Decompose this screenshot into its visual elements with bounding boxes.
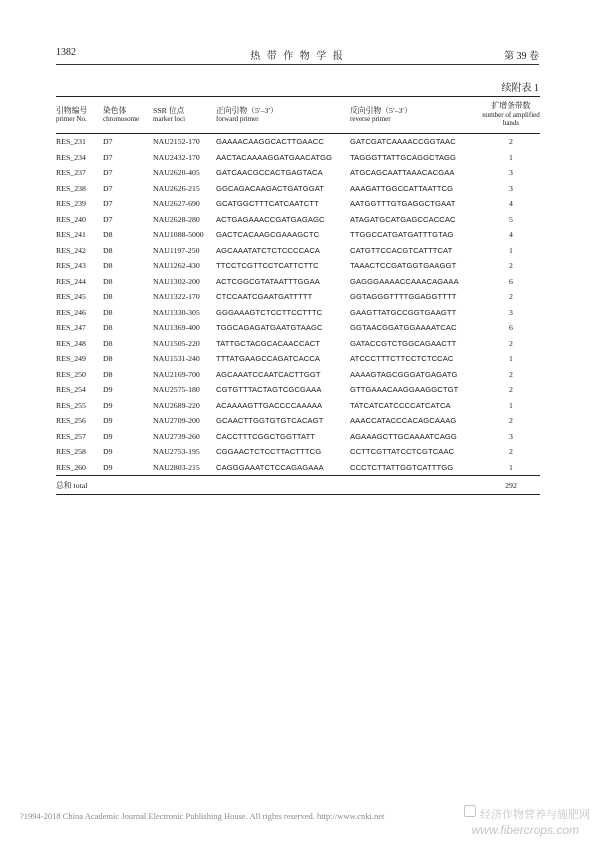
table-row: [56, 196, 540, 212]
reverse-primer-cell: CATGTTCCACGTCATTTCAT: [350, 245, 453, 255]
marker-locus-cell: NAU1505-220: [153, 338, 200, 348]
band-count-cell: 2: [509, 137, 513, 147]
marker-locus-cell: NAU2803-215: [153, 462, 200, 472]
marker-locus-cell: NAU2689-220: [153, 400, 200, 410]
reverse-primer-cell: CCCTCTTATTGGTCATTTGG: [350, 462, 454, 472]
primer-id-cell: RES_247: [56, 323, 86, 333]
chromosome-cell: D8: [103, 276, 113, 286]
band-count-cell: 4: [509, 199, 513, 209]
forward-primer-cell: CTCCAATCGAATGATTTTT: [216, 292, 313, 302]
primer-id-cell: RES_246: [56, 307, 86, 317]
chromosome-cell: D8: [103, 245, 113, 255]
forward-primer-cell: TTTATGAAGCCAGATCACCA: [216, 354, 321, 364]
col-header-forward-primer: [216, 97, 350, 134]
chromosome-cell: D8: [103, 230, 113, 240]
marker-locus-cell: NAU1262-430: [153, 261, 200, 271]
reverse-primer-cell: CCTTCGTTATCCTCGTCAAC: [350, 447, 455, 457]
reverse-primer-cell: GAAGTTATGCCGGTGAAGTT: [350, 307, 457, 317]
table-row: [56, 274, 540, 290]
table-body: [56, 134, 540, 476]
col-header-en: chromosome: [103, 115, 140, 124]
journal-title: 热 带 作 物 学 报: [250, 51, 345, 62]
marker-locus-cell: NAU2739-260: [153, 431, 200, 441]
marker-locus-cell: NAU1197-250: [153, 245, 200, 255]
table-row: [56, 243, 540, 259]
forward-primer-cell: GAAAACAAGGCACTTGAACC: [216, 137, 324, 147]
chromosome-cell: D9: [103, 416, 113, 426]
marker-locus-cell: NAU2626-215: [153, 183, 200, 193]
forward-primer-cell: AGCAAATCCAATCACTTGGT: [216, 369, 321, 379]
band-count-cell: 2: [509, 292, 513, 302]
band-count-cell: 3: [509, 307, 513, 317]
band-count-cell: 3: [509, 431, 513, 441]
chromosome-cell: D7: [103, 199, 113, 209]
chromosome-cell: D7: [103, 183, 113, 193]
table-row: [56, 444, 540, 460]
marker-locus-cell: NAU1088-5000: [153, 230, 204, 240]
primer-id-cell: RES_250: [56, 369, 86, 379]
forward-primer-cell: GATCAACGCCACTGAGTACA: [216, 168, 323, 178]
chromosome-cell: D8: [103, 307, 113, 317]
total-label: 总和 total: [56, 476, 482, 495]
primer-id-cell: RES_260: [56, 462, 86, 472]
reverse-primer-cell: GATCGATCAAAACCGGTAAC: [350, 137, 456, 147]
watermark-site-name: 经济作物营养与施肥网: [480, 809, 590, 821]
band-count-cell: 2: [509, 416, 513, 426]
primer-id-cell: RES_241: [56, 230, 86, 240]
primer-id-cell: RES_257: [56, 431, 86, 441]
table-row: [56, 165, 540, 181]
page-number: 1382: [56, 47, 76, 58]
reverse-primer-cell: ATCCCTTTCTTCCTCTCCAC: [350, 354, 454, 364]
band-count-cell: 5: [509, 214, 513, 224]
table-header: [56, 97, 540, 134]
running-header: [56, 44, 539, 60]
marker-locus-cell: NAU2627-690: [153, 199, 200, 209]
primer-id-cell: RES_255: [56, 400, 86, 410]
col-header-cn: 引物编号: [56, 105, 88, 115]
forward-primer-cell: TATTGCTACGCACAACCACT: [216, 338, 321, 348]
table-row: [56, 351, 540, 367]
marker-locus-cell: NAU1302-200: [153, 276, 200, 286]
forward-primer-cell: TGGCAGAGATGAATGTAAGC: [216, 323, 323, 333]
marker-locus-cell: NAU2753-195: [153, 447, 200, 457]
forward-primer-cell: AGCAAATATCTCTCCCCACA: [216, 245, 321, 255]
reverse-primer-cell: GGTAGGGTTTTGGAGGTTTT: [350, 292, 457, 302]
forward-primer-cell: GCAACTTGGTGTGTCACAGT: [216, 416, 324, 426]
marker-locus-cell: NAU1369-400: [153, 323, 200, 333]
table-row: [56, 258, 540, 274]
band-count-cell: 2: [509, 385, 513, 395]
band-count-cell: 3: [509, 168, 513, 178]
marker-locus-cell: NAU1330-305: [153, 307, 200, 317]
marker-locus-cell: NAU1322-170: [153, 292, 200, 302]
col-header-cn: 扩增条带数: [491, 101, 531, 111]
table-row: [56, 336, 540, 352]
table-row: [56, 382, 540, 398]
chromosome-cell: D9: [103, 447, 113, 457]
forward-primer-cell: GACTCACAAGCGAAAGCTC: [216, 230, 320, 240]
table-row: [56, 429, 540, 445]
primer-id-cell: RES_231: [56, 137, 86, 147]
col-header-bands: [482, 97, 540, 134]
chromosome-cell: D9: [103, 400, 113, 410]
primer-id-cell: RES_234: [56, 152, 86, 162]
chromosome-cell: D7: [103, 168, 113, 178]
reverse-primer-cell: GATACCGTCTGGCAGAACTT: [350, 338, 457, 348]
band-count-cell: 1: [509, 400, 513, 410]
chromosome-cell: D9: [103, 431, 113, 441]
chromosome-cell: D8: [103, 369, 113, 379]
band-count-cell: 2: [509, 261, 513, 271]
col-header-chromosome: [103, 97, 153, 134]
reverse-primer-cell: AAAAGTAGCGGGATGAGATG: [350, 369, 458, 379]
forward-primer-cell: GGGAAAGTCTCCTTCCTTTC: [216, 307, 323, 317]
forward-primer-cell: CACCTTTCGGCTGGTTATT: [216, 431, 316, 441]
chromosome-cell: D7: [103, 152, 113, 162]
reverse-primer-cell: AATGGTTTGTGAGGCTGAAT: [350, 199, 456, 209]
forward-primer-cell: ACTCGGCGTATAATTTGGAA: [216, 276, 320, 286]
primer-id-cell: RES_248: [56, 338, 86, 348]
reverse-primer-cell: GAGGGAAAACCAAACAGAAA: [350, 276, 459, 286]
forward-primer-cell: CAGGGAAATCTCCAGAGAAA: [216, 462, 324, 472]
marker-locus-cell: NAU1531-240: [153, 354, 200, 364]
col-header-marker-loci: [153, 97, 216, 134]
col-header-cn: 反向引物（5′–3′）: [350, 105, 412, 115]
chromosome-cell: D8: [103, 323, 113, 333]
col-header-cn: 染色体: [103, 105, 127, 115]
marker-locus-cell: NAU2709-200: [153, 416, 200, 426]
primer-id-cell: RES_256: [56, 416, 86, 426]
col-header-primer: [56, 97, 103, 134]
reverse-primer-cell: ATGCAGCAATTAAACACGAA: [350, 168, 455, 178]
watermark-url: www.fibercrops.com: [471, 823, 579, 837]
reverse-primer-cell: TATCATCATCCCCATCATCA: [350, 400, 451, 410]
table-row: [56, 150, 540, 166]
primer-id-cell: RES_249: [56, 354, 86, 364]
chromosome-cell: D8: [103, 261, 113, 271]
chromosome-cell: D8: [103, 354, 113, 364]
reverse-primer-cell: AAAGATTGGCCATTAATTCG: [350, 183, 454, 193]
marker-locus-cell: NAU2169-700: [153, 369, 200, 379]
forward-primer-cell: ACAAAAGTTGACCCCAAAAA: [216, 400, 323, 410]
table-row: [56, 181, 540, 197]
table-row: [56, 305, 540, 321]
band-count-cell: 2: [509, 338, 513, 348]
table-row: [56, 320, 540, 336]
primer-id-cell: RES_239: [56, 199, 86, 209]
band-count-cell: 1: [509, 152, 513, 162]
table-row: [56, 367, 540, 383]
table-footer: [56, 476, 540, 495]
band-count-cell: 3: [509, 183, 513, 193]
watermark-logo-icon: [464, 805, 476, 817]
table-continued-label: 续附表 1: [501, 83, 539, 94]
primer-id-cell: RES_240: [56, 214, 86, 224]
header-rule: [56, 64, 539, 65]
band-count-cell: 1: [509, 245, 513, 255]
copyright-footer: ?1994-2018 China Academic Journal Electronic Publishing House. All rights reserved. http://www.cnki.net: [20, 811, 385, 821]
col-header-reverse-primer: [350, 97, 482, 134]
marker-locus-cell: NAU2432-170: [153, 152, 200, 162]
band-count-cell: 1: [509, 354, 513, 364]
forward-primer-cell: TTCCTCGTTCCTCATTCTTC: [216, 261, 319, 271]
marker-locus-cell: NAU2628-280: [153, 214, 200, 224]
reverse-primer-cell: AAACCATACCCACAGCAAAG: [350, 416, 457, 426]
forward-primer-cell: CGTGTTTACTAGTCGCGAAA: [216, 385, 322, 395]
table-row: [56, 460, 540, 476]
chromosome-cell: D9: [103, 385, 113, 395]
col-header-cn: SSR 位点: [153, 105, 185, 115]
band-count-cell: 2: [509, 369, 513, 379]
chromosome-cell: D7: [103, 137, 113, 147]
marker-locus-cell: NAU2575-180: [153, 385, 200, 395]
forward-primer-cell: ACTGAGAAACCGATGAGAGC: [216, 214, 325, 224]
band-count-cell: 6: [509, 323, 513, 333]
reverse-primer-cell: TAAACTCCGATGGTGAAGGT: [350, 261, 457, 271]
col-header-en: marker loci: [153, 115, 186, 124]
band-count-cell: 2: [509, 447, 513, 457]
reverse-primer-cell: GGTAACGGATGGAAAATCAC: [350, 323, 457, 333]
col-header-cn: 正向引物（5′–3′）: [216, 105, 278, 115]
reverse-primer-cell: ATAGATGCATGAGCCACCAC: [350, 214, 456, 224]
marker-locus-cell: NAU2152-170: [153, 137, 200, 147]
band-count-cell: 4: [509, 230, 513, 240]
table-row: [56, 398, 540, 414]
chromosome-cell: D9: [103, 462, 113, 472]
table-row: [56, 413, 540, 429]
primer-id-cell: RES_237: [56, 168, 86, 178]
primer-id-cell: RES_244: [56, 276, 86, 286]
table-row: [56, 289, 540, 305]
forward-primer-cell: CGGAACTCTCCTTACTTTCG: [216, 447, 322, 457]
forward-primer-cell: AACTACAAAAGGATGAACATGG: [216, 152, 333, 162]
reverse-primer-cell: TAGGGTTATTGCAGGCTAGG: [350, 152, 457, 162]
col-header-en: number of amplified bands: [482, 111, 540, 128]
total-value: 292: [482, 476, 540, 495]
reverse-primer-cell: TTGGCCATGATGATTTGTAG: [350, 230, 454, 240]
primer-id-cell: RES_258: [56, 447, 86, 457]
primer-id-cell: RES_242: [56, 245, 86, 255]
chromosome-cell: D8: [103, 338, 113, 348]
band-count-cell: 1: [509, 462, 513, 472]
forward-primer-cell: GCATGGCTTTCATCAATCTT: [216, 199, 319, 209]
table-row: [56, 227, 540, 243]
chromosome-cell: D8: [103, 292, 113, 302]
forward-primer-cell: GGCAGACAAGACTGATGGAT: [216, 183, 325, 193]
primer-table: [56, 96, 540, 495]
table-row: [56, 212, 540, 228]
reverse-primer-cell: AGAAAGCTTGCAAAATCAGG: [350, 431, 457, 441]
primer-id-cell: RES_243: [56, 261, 86, 271]
marker-locus-cell: NAU2620-405: [153, 168, 200, 178]
volume-label: 第 39 卷: [504, 51, 539, 62]
col-header-en: primer No.: [56, 115, 87, 124]
primer-id-cell: RES_245: [56, 292, 86, 302]
primer-id-cell: RES_254: [56, 385, 86, 395]
primer-id-cell: RES_238: [56, 183, 86, 193]
col-header-en: reverse primer: [350, 115, 391, 124]
chromosome-cell: D7: [103, 214, 113, 224]
col-header-en: forward primer: [216, 115, 259, 124]
band-count-cell: 6: [509, 276, 513, 286]
table-row: [56, 134, 540, 150]
reverse-primer-cell: GTTGAAACAAGGAAGGCTGT: [350, 385, 459, 395]
